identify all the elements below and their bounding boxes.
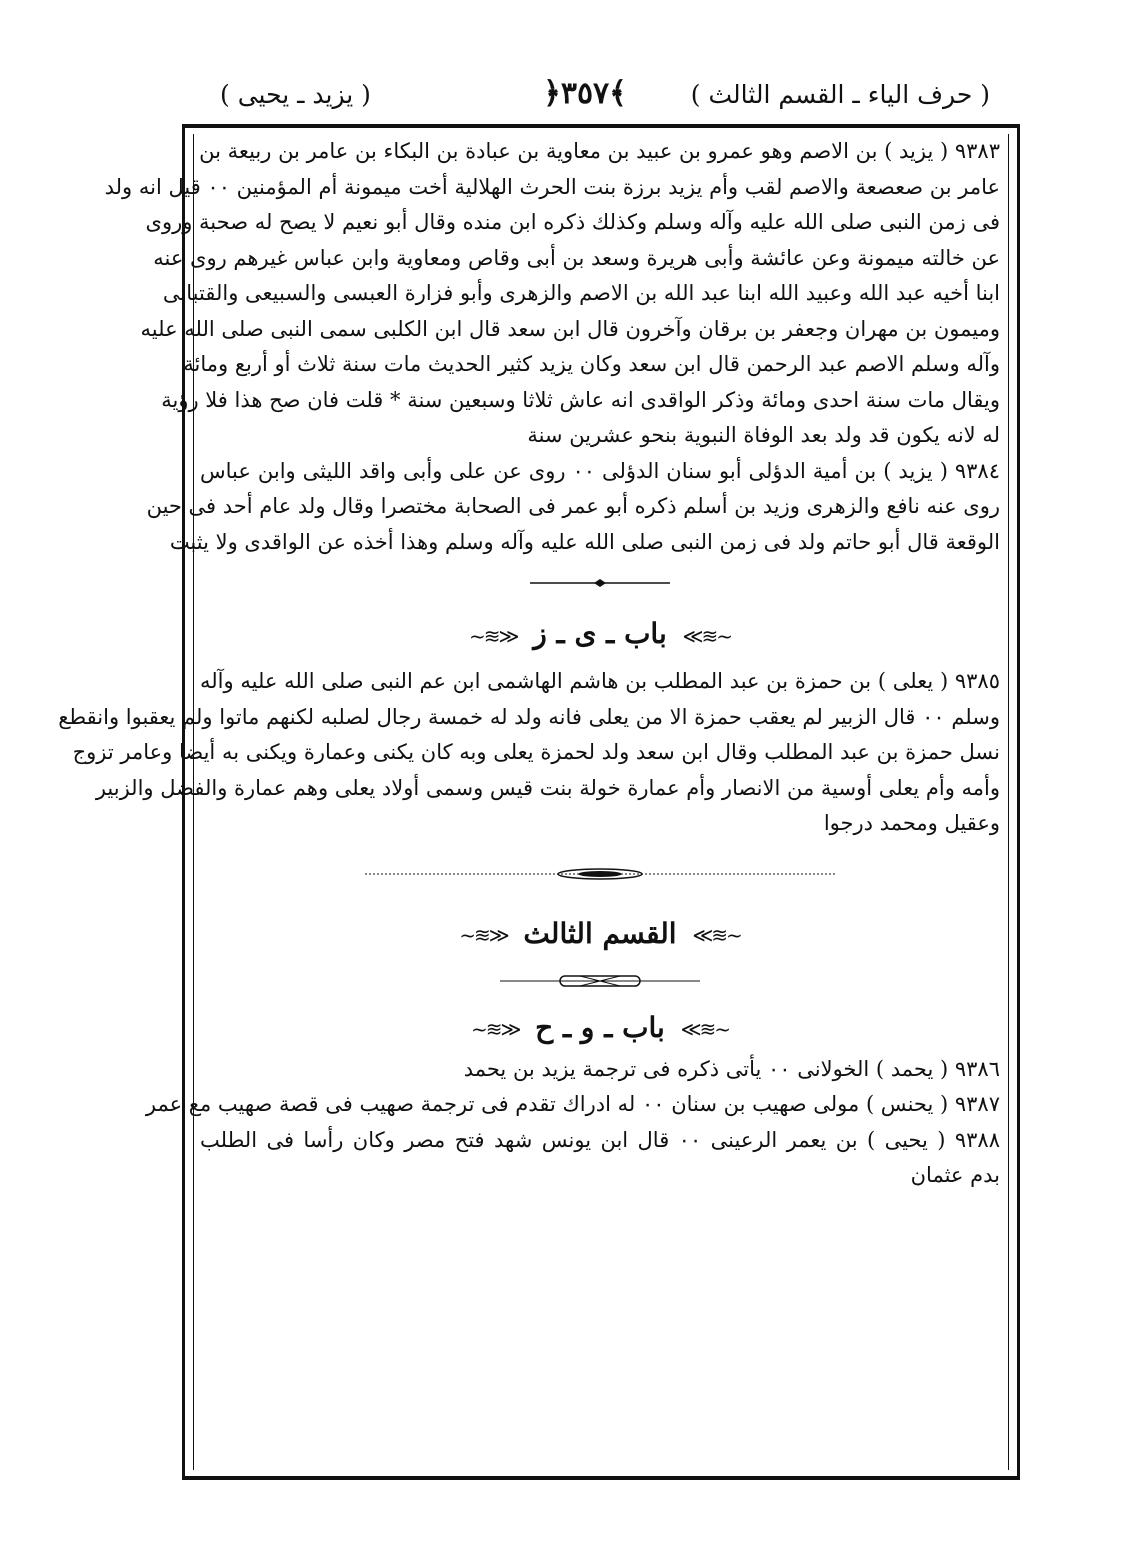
entry-line: ٩٣٨٤ ( يزيد ) بن أمية الدؤلى أبو سنان الدؤلى ٠٠ روى عن على وأبى واقد الليثى وابن عباس xyxy=(200,458,1000,483)
ornamental-rule-icon xyxy=(500,958,700,1004)
page-body xyxy=(58,134,1000,1194)
ornament-icon: ~≋≫ xyxy=(692,923,741,947)
entry-line: ٩٣٨٣ ( يزيد ) بن الاصم وهو عمرو بن عبيد بن معاوية بن عبادة بن البكاء بن عامر بن ربيعة بن xyxy=(199,139,1000,163)
ornament-icon: ≪≋~ xyxy=(469,623,518,648)
entry-line: عامر بن صعصعة والاصم لقب وأم يزيد برزة بنت الحرث الهلالية أخت ميمونة أم المؤمنين ٠٠ قيل انه ولد xyxy=(104,174,1000,199)
entry-line: ٩٣٨٥ ( يعلى ) بن حمزة بن عبد المطلب بن هاشم الهاشمى ابن عم النبى صلى الله عليه وآله xyxy=(200,669,1000,693)
entry-line: ٩٣٨٧ ( يحنس ) مولى صهيب بن سنان ٠٠ له ادراك تقدم فى ترجمة صهيب فى قصة صهيب مع عمر xyxy=(145,1092,1000,1116)
entry-line: له لانه يكون قد ولد بعد الوفاة النبوية بنحو عشرين سنة xyxy=(527,423,1000,447)
diamond-rule-icon xyxy=(520,560,680,606)
entry-line: عن خالته ميمونة وعن عائشة وأبى هريرة وسعد بن أبى وقاص ومعاوية وابن عباس غيرهم روى عنه xyxy=(153,245,1000,270)
entry-9385 xyxy=(58,664,1000,842)
entry-line: الوقعة قال أبو حاتم ولد فى زمن النبى صلى الله عليه وآله وسلم وهذا أخذه عن الواقدى ولا يثبت xyxy=(169,529,1000,554)
section-heading-text: القسم الثالث xyxy=(523,916,677,950)
ornament-icon: ~≋≫ xyxy=(682,623,731,648)
entry-9384 xyxy=(146,454,1000,561)
short-divider xyxy=(200,560,1000,606)
entry-line: وآله وسلم الاصم عبد الرحمن قال ابن سعد وكان يزيد كثير الحديث مات سنة ثلاث أو أربع ومائة xyxy=(183,352,1000,376)
entry-line: وسلم ٠٠ قال الزبير لم يعقب حمزة الا من يعلى فانه ولد له خمسة رجال لصلبه لكنهم ماتوا ولم يعقبوا وانقطع xyxy=(58,704,1000,729)
entry-9383 xyxy=(104,134,1000,454)
running-header xyxy=(180,76,990,120)
entry-9387 xyxy=(145,1087,1000,1123)
entry-line: بدم عثمان xyxy=(910,1163,1000,1187)
long-divider xyxy=(200,842,1000,902)
chapter-heading-waw-ha xyxy=(200,1004,1000,1052)
chapter-heading-ya-za xyxy=(200,610,1000,658)
entry-line: ٩٣٨٦ ( يحمد ) الخولانى ٠٠ يأتى ذكره فى ترجمة يزيد بن يحمد xyxy=(463,1056,1000,1081)
section-heading-third-part xyxy=(200,910,1000,958)
entry-line: وميمون بن مهران وجعفر بن برقان وآخرون قال ابن سعد قال ابن الكلبى سمى النبى صلى الله عليه xyxy=(140,316,1000,341)
chapter-heading-text: باب ـ و ـ ح xyxy=(535,1010,665,1044)
ornament-icon: ≪≋~ xyxy=(470,1017,520,1041)
ornament-icon: ≪≋~ xyxy=(459,923,508,947)
entry-line: نسل حمزة بن عبد المطلب وقال ابن سعد ولد لحمزة يعلى وبه كان يكنى وعمارة ويكنى به أيضا وعامر تزوج xyxy=(72,740,1000,764)
chapter-heading-text: باب ـ ى ـ ز xyxy=(533,617,667,650)
ornament-icon: ~≋≫ xyxy=(680,1017,730,1041)
entry-9388 xyxy=(200,1123,1000,1194)
entry-line: فى زمن النبى صلى الله عليه وآله وسلم وكذلك ذكره ابن منده وقال أبو نعيم لا يصح له صحبة وروى xyxy=(145,210,1000,234)
entry-line: وعقيل ومحمد درجوا xyxy=(823,811,1000,835)
entry-line: ٩٣٨٨ ( يحيى ) بن يعمر الرعينى ٠٠ قال ابن يونس شهد فتح مصر وكان رأسا فى الطلب xyxy=(200,1127,1000,1152)
ornamental-rule-icon xyxy=(365,842,835,902)
header-names-label: ( يزيد ـ يحيى ) xyxy=(220,80,371,109)
entry-line: روى عنه نافع والزهرى وزيد بن أسلم ذكره أبو عمر فى الصحابة مختصرا وقال ولد عام أحد فى حين xyxy=(146,494,1000,518)
entry-line: ويقال مات سنة احدى ومائة وذكر الواقدى انه عاش ثلاثا وسبعين سنة * قلت فان صح هذا فلا رؤية xyxy=(161,387,1000,412)
entry-line: وأمه وأم يعلى أوسية من الانصار وأم عمارة خولة بنت قيس وسمى أولاد يعلى وهم عمارة والفضل والزبير xyxy=(95,775,1000,800)
page-number: ﴿٣٥٧﴾ xyxy=(543,76,627,111)
medium-divider xyxy=(200,958,1000,1004)
entry-line: ابنا أخيه عبد الله وعبيد الله ابنا عبد الله بن الاصم والزهرى وأبو فزارة العبسى والسبيعى والقتبانى xyxy=(162,281,1000,305)
entry-9386 xyxy=(200,1052,1000,1088)
header-section-label: ( حرف الياء ـ القسم الثالث ) xyxy=(690,80,990,109)
